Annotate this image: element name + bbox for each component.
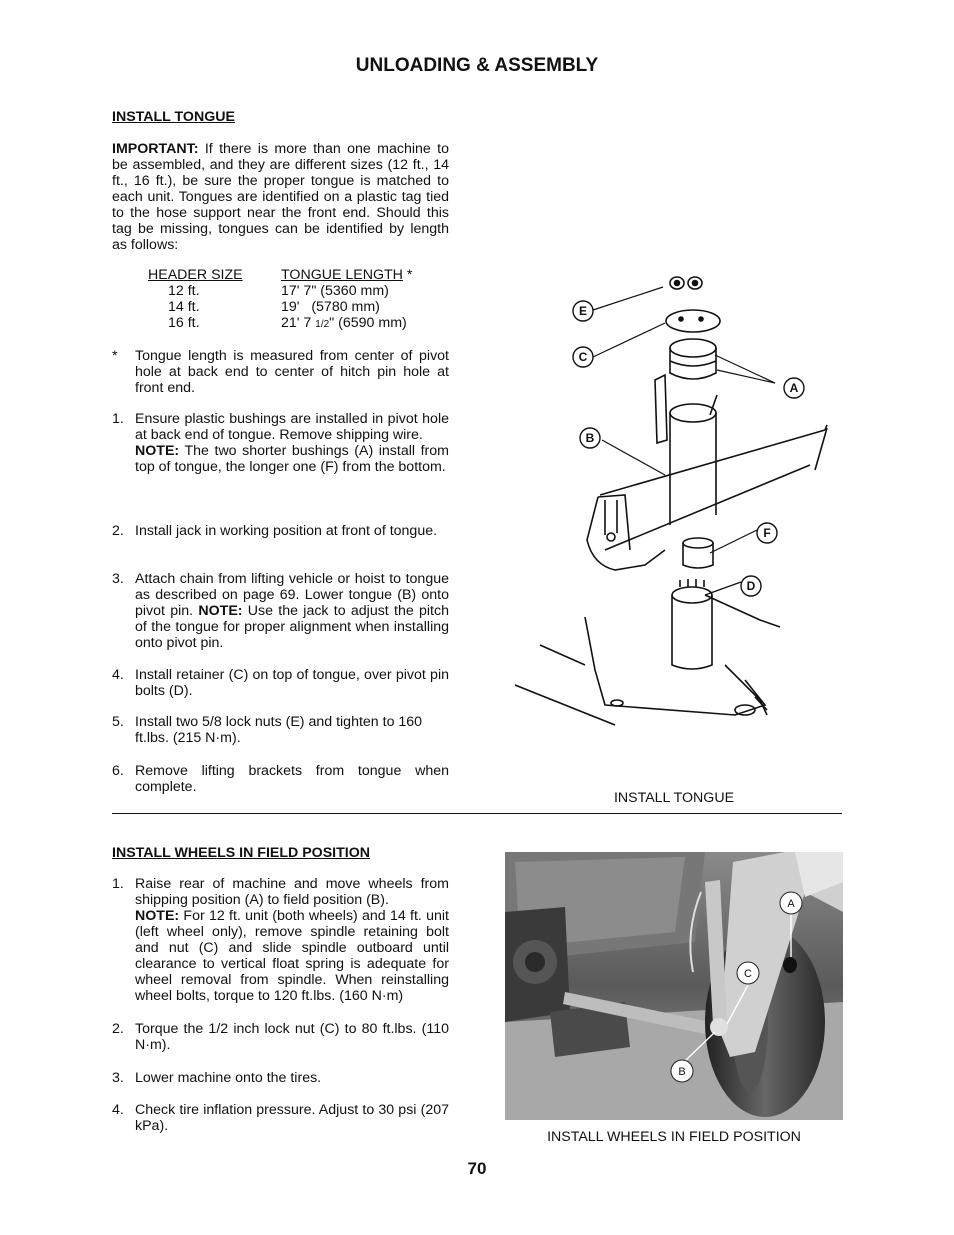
install-tongue-heading: INSTALL TONGUE [112, 109, 235, 125]
lock-nuts-icon [670, 277, 702, 289]
tongue-length-table [148, 267, 468, 331]
table-row: 16 ft. 21' 7 1/2" (6590 mm) [168, 315, 407, 331]
page-title: UNLOADING & ASSEMBLY [355, 55, 599, 76]
install-wheels-caption: INSTALL WHEELS IN FIELD POSITION [547, 1129, 801, 1145]
photo-label-a: A [787, 898, 795, 910]
tongue-length-col: TONGUE LENGTH * [281, 267, 413, 283]
label-c: C [578, 350, 588, 364]
photo-label-c: C [744, 968, 752, 980]
lower-bushing-icon [683, 538, 713, 568]
important-label: IMPORTANT: [112, 141, 199, 157]
page-number: 70 [467, 1159, 487, 1178]
header-size-col: HEADER SIZE [148, 267, 243, 283]
install-tongue-caption: INSTALL TONGUE [613, 790, 735, 806]
tongue-step-3: 3. Attach chain from lifting vehicle or hoist to tongue as described on page 69. Lower tongue (B) onto pivot pin. NOTE: Use the jack to adjust the pitch of the tongue for proper alignment when installing onto pivot pin. [112, 571, 449, 651]
important-paragraph [112, 141, 449, 253]
wheels-step-4: 4. Check tire inflation pressure. Adjust to 30 psi (207 kPa). [112, 1102, 449, 1134]
label-d: D [746, 579, 756, 593]
leader-lines [593, 287, 775, 595]
tongue-beam-icon [587, 425, 827, 570]
pivot-pin-icon [672, 579, 712, 669]
footnote: * Tongue length is measured from center of pivot hole at back end to center of hitch pin hole at front end. [112, 348, 449, 396]
label-e: E [578, 304, 588, 318]
table-row: 12 ft. 17' 7" (5360 mm) [168, 283, 389, 299]
table-header-row [148, 267, 468, 283]
wheels-step-2: 2. Torque the 1/2 inch lock nut (C) to 80 ft.lbs. (110 N·m). [112, 1021, 449, 1053]
tongue-step-1: 1. Ensure plastic bushings are installed in pivot hole at back end of tongue. Remove shipping wire. NOTE: The two shorter bushings (A) install from top of tongue, the longer one (F) from the bottom. [112, 411, 449, 475]
install-wheels-heading: INSTALL WHEELS IN FIELD POSITION [112, 845, 371, 861]
retainer-icon [666, 310, 720, 332]
important-text: If there is more than one machine to be assembled, and they are different sizes (12 ft., 14 ft., 16 ft.), be sure the proper tongue is matched to each unit. Tongues are identified on a plastic tag tied to the hose support near the front end. Should this tag be missing, tongues can be identified by length as follows: [112, 141, 449, 253]
install-wheels-photo [505, 852, 843, 1120]
tongue-step-6: 6. Remove lifting brackets from tongue when complete. [112, 763, 449, 795]
upper-bushings-icon [670, 339, 716, 379]
wheels-step-1: 1. Raise rear of machine and move wheels from shipping position (A) to field position (B). NOTE: For 12 ft. unit (both wheels) and 14 ft. unit (left wheel only), remove spindle retaining bolt and nut (C) and slide spindle outboard until clearance to vertical float spring is adequate for wheel removal from spindle. When reinstalling wheel bolts, torque to 120 ft.lbs. (160 N·m) [112, 876, 449, 1004]
tongue-step-4: 4. Install retainer (C) on top of tongue, over pivot pin bolts (D). [112, 667, 449, 699]
install-tongue-diagram [505, 265, 845, 730]
photo-label-b: B [678, 1066, 686, 1078]
frame-icon [515, 595, 780, 725]
label-b: B [585, 431, 595, 445]
wheels-step-3: 3. Lower machine onto the tires. [112, 1070, 322, 1086]
tongue-step-2: 2. Install jack in working position at front of tongue. [112, 523, 438, 539]
section-divider [112, 813, 842, 814]
label-a: A [789, 381, 799, 395]
table-row: 14 ft. 19' (5780 mm) [168, 299, 380, 315]
tongue-step-5: 5. Install two 5/8 lock nuts (E) and tighten to 160 ft.lbs. (215 N·m). [112, 714, 423, 746]
label-f: F [763, 526, 771, 540]
tongue-tube-icon [655, 375, 717, 525]
